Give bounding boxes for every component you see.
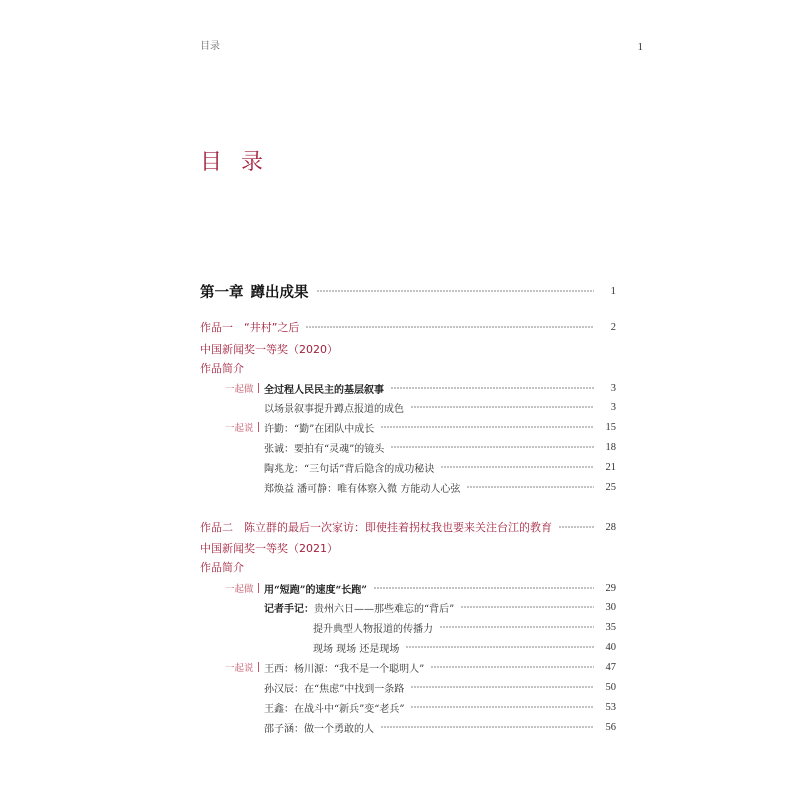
work-title bbox=[200, 317, 616, 337]
toc-entry bbox=[200, 417, 616, 437]
toc-entry bbox=[200, 677, 616, 697]
section-label bbox=[225, 378, 259, 398]
label-divider bbox=[258, 662, 259, 672]
running-page-number: 1 bbox=[637, 41, 643, 53]
section-label bbox=[225, 417, 259, 437]
section-label-text: 一起说 bbox=[225, 663, 254, 674]
entry-title: 用“短跑”的速度“长跑” bbox=[264, 584, 368, 596]
entry-title: 郑焕益 潘可静：唯有体察入微 方能动人心弦 bbox=[264, 483, 461, 495]
chapter-heading bbox=[200, 280, 616, 302]
toc-subentry bbox=[200, 617, 616, 637]
page-number: 1 bbox=[610, 285, 616, 297]
page-number: 25 bbox=[605, 481, 616, 493]
dot-leader bbox=[374, 587, 594, 589]
page-number: 2 bbox=[610, 321, 616, 333]
entry-title: 现场 现场 还是现场 bbox=[313, 643, 400, 655]
toc-entry bbox=[200, 597, 616, 617]
intro-text: 作品简介 bbox=[200, 362, 244, 375]
entry-title: 邵子涵：做一个勇敢的人 bbox=[264, 723, 374, 735]
page-number: 30 bbox=[605, 601, 616, 613]
section-label bbox=[225, 578, 259, 598]
section-label bbox=[225, 657, 259, 677]
intro-heading bbox=[200, 557, 616, 577]
work-number: 作品一 bbox=[200, 321, 233, 334]
dot-leader bbox=[381, 426, 594, 428]
intro-heading bbox=[200, 358, 616, 378]
entry-prefix: 记者手记： bbox=[264, 603, 314, 615]
entry-title: 王鑫：在战斗中“新兵”变“老兵” bbox=[264, 703, 405, 715]
award-line bbox=[200, 339, 616, 359]
dot-leader bbox=[461, 606, 594, 608]
toc-entry bbox=[200, 477, 616, 497]
dot-leader bbox=[467, 486, 594, 488]
award-text: 中国新闻奖一等奖（2021） bbox=[200, 542, 338, 555]
entry-title: 王西：杨川源：“我不是一个聪明人” bbox=[264, 663, 425, 675]
page-number: 47 bbox=[605, 661, 616, 673]
page-number: 3 bbox=[610, 401, 616, 413]
dot-leader bbox=[411, 406, 594, 408]
toc-entry bbox=[200, 717, 616, 737]
toc-subentry bbox=[200, 637, 616, 657]
page-number: 3 bbox=[610, 382, 616, 394]
page-number: 29 bbox=[605, 582, 616, 594]
dot-leader bbox=[391, 446, 594, 448]
entry-title: 全过程人民民主的基层叙事 bbox=[264, 384, 384, 396]
page-number: 56 bbox=[605, 721, 616, 733]
dot-leader bbox=[559, 526, 594, 528]
entry-title: 贵州六日——那些难忘的“背后” bbox=[314, 603, 455, 615]
dot-leader bbox=[411, 706, 594, 708]
page-number: 28 bbox=[605, 521, 616, 533]
toc-entry bbox=[200, 578, 616, 598]
page-number: 15 bbox=[605, 421, 616, 433]
page-number: 18 bbox=[605, 441, 616, 453]
label-divider bbox=[258, 383, 259, 393]
toc-entry bbox=[200, 697, 616, 717]
dot-leader bbox=[381, 726, 594, 728]
page-number: 50 bbox=[605, 681, 616, 693]
page-number: 21 bbox=[605, 461, 616, 473]
dot-leader bbox=[406, 646, 594, 648]
toc-entry bbox=[200, 657, 616, 677]
section-label-text: 一起说 bbox=[225, 423, 254, 434]
intro-text: 作品简介 bbox=[200, 561, 244, 574]
work-title bbox=[200, 517, 616, 537]
page-number: 35 bbox=[605, 621, 616, 633]
dot-leader bbox=[440, 626, 594, 628]
label-divider bbox=[258, 583, 259, 593]
work-number: 作品二 bbox=[200, 521, 233, 534]
toc-entry bbox=[200, 437, 616, 457]
entry-title: 陶兆龙：“三句话”背后隐含的成功秘诀 bbox=[264, 463, 435, 475]
toc-entry bbox=[200, 397, 616, 417]
toc-title: 目 录 bbox=[200, 150, 269, 175]
award-text: 中国新闻奖一等奖（2020） bbox=[200, 343, 338, 356]
dot-leader bbox=[441, 466, 594, 468]
chapter-name: 蹲出成果 bbox=[250, 284, 309, 301]
toc-entry bbox=[200, 457, 616, 477]
entry-title: 许勤：“勤”在团队中成长 bbox=[264, 423, 375, 435]
entry-title: 孙汉辰：在“焦虑”中找到一条路 bbox=[264, 683, 405, 695]
section-label-text: 一起做 bbox=[225, 384, 254, 395]
running-title: 目录 bbox=[200, 41, 220, 52]
dot-leader bbox=[431, 666, 594, 668]
dot-leader bbox=[317, 290, 595, 292]
dot-leader bbox=[391, 387, 594, 389]
entry-title: 张诚：要拍有“灵魂”的镜头 bbox=[264, 443, 385, 455]
label-divider bbox=[258, 422, 259, 432]
toc-entry bbox=[200, 378, 616, 398]
dot-leader bbox=[306, 326, 594, 328]
section-label-text: 一起做 bbox=[225, 584, 254, 595]
entry-title: 提升典型人物报道的传播力 bbox=[313, 623, 433, 635]
chapter-number: 第一章 bbox=[200, 284, 244, 301]
work-name: 陈立群的最后一次家访：即使挂着拐杖我也要来关注台江的教育 bbox=[244, 521, 552, 534]
entry-title: 以场景叙事提升蹲点报道的成色 bbox=[264, 403, 404, 415]
award-line bbox=[200, 538, 616, 558]
page-number: 53 bbox=[605, 701, 616, 713]
dot-leader bbox=[411, 686, 594, 688]
page-number: 40 bbox=[605, 641, 616, 653]
work-name: “井村”之后 bbox=[244, 321, 300, 334]
